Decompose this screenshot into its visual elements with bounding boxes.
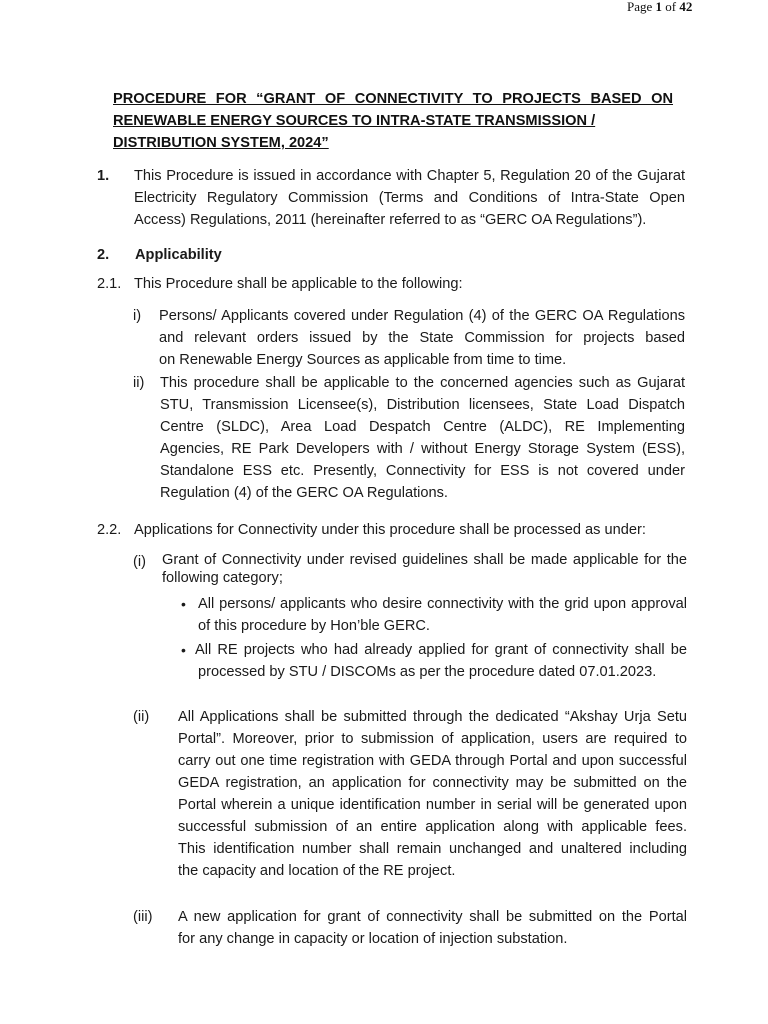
- clause-2-1: [97, 273, 687, 295]
- item-text: [178, 706, 687, 882]
- item-text: [160, 372, 685, 504]
- text-line: Agencies, RE Park Developers with / without Energy Storage System (ESS),: [160, 441, 685, 457]
- text-line: All persons/ applicants who desire connectivity with the grid upon approval: [198, 596, 687, 612]
- page-label: Page: [627, 0, 653, 14]
- text-line: Regulation (4) of the GERC OA Regulations.: [160, 485, 448, 501]
- section-2-number: 2.: [97, 247, 110, 263]
- text-line: Persons/ Applicants covered under Regulation (4) of the GERC OA Regulations: [159, 308, 685, 324]
- text-line: This Procedure is issued in accordance with Chapter 5, Regulation 20 of the Gujarat: [134, 168, 685, 184]
- section-1-number: 1.: [97, 168, 110, 184]
- item-text: [159, 305, 685, 371]
- section-2-heading: [97, 244, 687, 266]
- text-line: This identification number shall remain unchanged and unaltered including: [178, 841, 687, 857]
- document-title: [113, 88, 673, 154]
- page-total: 42: [679, 0, 693, 14]
- text-line: STU, Transmission Licensee(s), Distribution licensees, State Load Dispatch: [160, 397, 685, 413]
- text-line: All RE projects who had already applied for grant of connectivity shall be: [195, 642, 687, 658]
- section-2-title: Applicability: [135, 247, 222, 263]
- text-line: Access) Regulations, 2011 (hereinafter referred to as “GERC OA Regulations”).: [134, 212, 647, 228]
- item-marker: ii): [133, 375, 145, 391]
- text-line: following category;: [162, 570, 283, 586]
- clause-2-1-item-i: [133, 305, 687, 371]
- clause-2-1-item-ii: [133, 372, 687, 504]
- bullet-icon: •: [181, 642, 186, 658]
- text-line: carry out one time registration with GEDA through Portal and upon successful: [178, 753, 687, 769]
- text-line: Grant of Connectivity under revised guidelines shall be made applicable for the: [162, 552, 687, 568]
- page-number: [627, 0, 692, 14]
- title-line-2: RENEWABLE ENERGY SOURCES TO INTRA-STATE TRANSMISSION /: [113, 113, 596, 129]
- text-line: All Applications shall be submitted through the dedicated “Akshay Urja Setu: [178, 709, 687, 725]
- text-line: processed by STU / DISCOMs as per the procedure dated 07.01.2023.: [198, 664, 657, 680]
- item-text: [178, 906, 687, 950]
- text-line: A new application for grant of connectivity shall be submitted on the Portal: [178, 909, 687, 925]
- clause-2-2-number: 2.2.: [97, 522, 122, 538]
- item-text: [162, 551, 687, 587]
- section-1-text: [134, 165, 685, 231]
- text-line: the capacity and location of the RE project.: [178, 863, 456, 879]
- text-line: Standalone ESS etc. Presently, Connectivity for ESS is not covered under: [160, 463, 685, 479]
- text-line: and relevant orders issued by the State Commission for projects based: [159, 330, 685, 346]
- page-current: 1: [655, 0, 663, 14]
- text-line: Electricity Regulatory Commission (Terms and Conditions of Intra-State Open: [134, 190, 685, 206]
- text-line: Portal wherein a unique identification number in serial will be generated upon: [178, 797, 687, 813]
- title-line-3: DISTRIBUTION SYSTEM, 2024”: [113, 135, 329, 151]
- clause-2-1-number: 2.1.: [97, 276, 122, 292]
- bullet-item: [198, 593, 687, 637]
- bullet-icon: •: [181, 596, 186, 612]
- section-1: [97, 165, 687, 231]
- item-marker: i): [133, 308, 142, 324]
- item-marker: (ii): [133, 709, 150, 725]
- page-of: of: [665, 0, 677, 14]
- text-line: Centre (SLDC), Area Load Despatch Centre (ALDC), RE Implementing: [160, 419, 685, 435]
- text-line: of this procedure by Hon’ble GERC.: [198, 618, 430, 634]
- bullet-item: [195, 639, 687, 683]
- clause-2-2-item-iii: [133, 906, 689, 950]
- text-line: for any change in capacity or location of injection substation.: [178, 931, 568, 947]
- text-line: GEDA registration, an application for connectivity may be submitted on the: [178, 775, 687, 791]
- clause-2-2-item-i: [133, 551, 689, 681]
- item-marker: (iii): [133, 909, 153, 925]
- clause-2-2: [97, 519, 697, 541]
- title-line-1: PROCEDURE FOR “GRANT OF CONNECTIVITY TO PROJECTS BASED ON: [113, 91, 673, 107]
- text-line: on Renewable Energy Sources as applicable from time to time.: [159, 352, 567, 368]
- text-line: successful submission of an entire application along with applicable fees.: [178, 819, 687, 835]
- text-line: Portal”. Moreover, prior to submission of application, users are required to: [178, 731, 687, 747]
- item-marker: (i): [133, 554, 146, 570]
- clause-2-2-item-ii: [133, 706, 689, 882]
- clause-2-1-text: This Procedure shall be applicable to the following:: [134, 276, 463, 292]
- clause-2-2-text: Applications for Connectivity under this procedure shall be processed as under:: [134, 522, 646, 538]
- text-line: This procedure shall be applicable to the concerned agencies such as Gujarat: [160, 375, 685, 391]
